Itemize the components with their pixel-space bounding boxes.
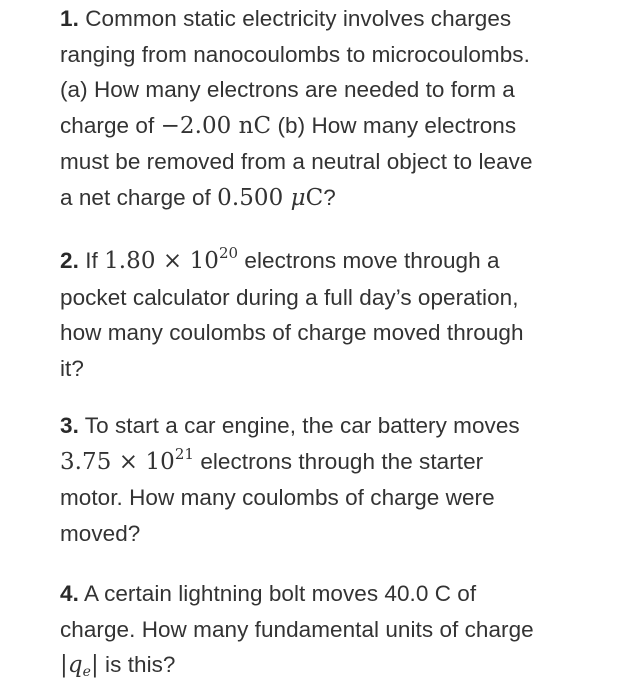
problem-4-line-3: $|q_e|$ is this? xyxy=(60,652,176,680)
problem-2-line-4: it? xyxy=(60,355,84,381)
problem-2 xyxy=(60,243,620,386)
problem-1 xyxy=(60,1,620,216)
problem-3-line-3: motor. How many coulombs of charge were xyxy=(60,485,495,510)
problem-2-line-1: 2. If $1.80 \times 10^{20}$ electrons move through a xyxy=(60,244,500,274)
problem-number: 3 xyxy=(60,413,73,438)
problem-3-line-4: moved? xyxy=(60,520,141,546)
math-charge-b: 0.500 μC xyxy=(217,184,324,211)
problem-1-line-5: must be removed from a neutral object to leave xyxy=(60,149,533,174)
problem-1-line-3: (a) How many electrons are needed to form a xyxy=(60,77,515,102)
problem-2-line-3: how many coulombs of charge moved through xyxy=(60,320,524,345)
problem-4-line-1: 4. A certain lightning bolt moves 40.0 C of xyxy=(60,581,477,606)
problem-1-line-2: ranging from nanocoulombs to microcoulombs. xyxy=(60,41,530,67)
math-electron-count: $3.75 \times 10^{21}$ xyxy=(60,444,195,475)
problem-number: 1 xyxy=(60,6,73,31)
math-charge-a: −2.00 nC xyxy=(160,112,272,139)
problem-number: 4 xyxy=(60,581,73,606)
problem-number: 2 xyxy=(60,248,73,273)
problem-1-line-1: 1. Common static electricity involves charges xyxy=(60,6,512,31)
problem-1-line-6: a net charge of 0.500 μC? xyxy=(60,184,336,211)
problem-1-line-4: charge of −2.00 nC (b) How many electrons xyxy=(60,112,517,139)
math-electron-count: $1.80 \times 10^{20}$ xyxy=(104,244,239,274)
problem-4-line-2: charge. How many fundamental units of charge xyxy=(60,616,534,642)
math-elementary-charge: $|q_e|$ xyxy=(60,652,99,680)
problem-2-line-2: pocket calculator during a full day’s operation, xyxy=(60,284,519,310)
problem-4 xyxy=(60,576,620,684)
problem-3-line-2: $3.75 \times 10^{21}$ electrons through the starter xyxy=(60,444,484,475)
problem-3 xyxy=(60,408,620,551)
problem-3-line-1: 3. To start a car engine, the car battery moves xyxy=(60,413,520,438)
problem-text: Common static electricity involves charges xyxy=(85,6,512,31)
